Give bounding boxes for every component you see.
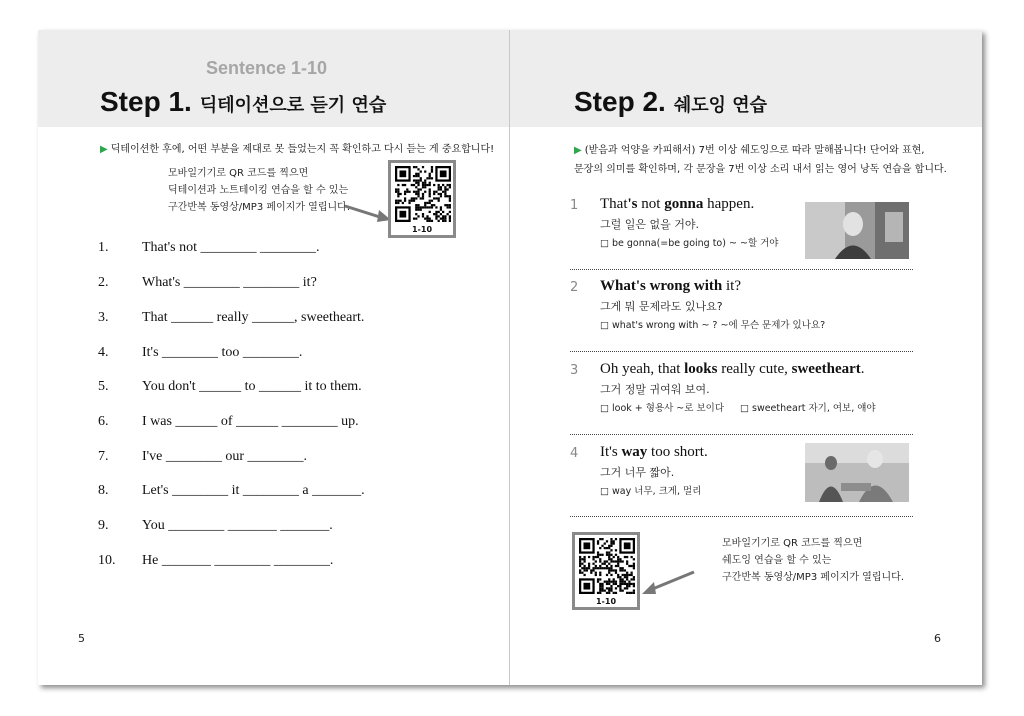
vocab-note: □ way 너무, 크게, 멀리: [600, 486, 702, 497]
item-text: Let's ________ it ________ a _______.: [142, 483, 365, 498]
qr-note-line: 쉐도잉 연습을 할 수 있는: [722, 555, 832, 566]
qr-note: [168, 165, 350, 216]
item-text: That ______ really ______, sweetheart.: [142, 310, 365, 325]
step2-number: Step 2.: [574, 86, 666, 117]
scene-photo-1: [805, 202, 909, 259]
key-expression: What's wrong with: [600, 278, 723, 294]
right-page: [510, 30, 982, 685]
item-divider: [570, 516, 913, 517]
item-number: 2.: [98, 275, 109, 290]
english-sentence: [600, 196, 754, 213]
korean-translation: 그럴 일은 없을 거야.: [600, 218, 699, 231]
page-number-left: 5: [78, 632, 85, 645]
sentence-range-subtitle: Sentence 1-10: [206, 58, 328, 78]
instruction-text: (받음과 억양을 카피해서) 7번 이상 쉐도잉으로 따라 말해봅니다! 단어와 표현,: [584, 145, 925, 156]
instruction-text: 딕테이션한 후에, 어떤 부분을 제대로 못 들었는지 꼭 확인하고 다시 듣는 게 중요합니다!: [110, 144, 495, 155]
qr-note-line: 구간반복 동영상/MP3 페이지가 열립니다.: [722, 572, 905, 583]
sentence-text: Oh yeah, that: [600, 361, 685, 377]
item-number: 2: [570, 280, 579, 295]
item-divider: [570, 351, 913, 352]
step1-number: Step 1.: [100, 86, 192, 117]
key-expression: way: [621, 444, 648, 460]
english-sentence: [600, 278, 741, 295]
item-number: 4: [570, 446, 579, 461]
step2-title-korean: 쉐도잉 연습: [673, 95, 768, 116]
qr-label: 1-10: [411, 225, 433, 234]
item-divider: [570, 269, 913, 270]
sentence-text: That: [600, 196, 628, 212]
item-number: 10.: [98, 553, 116, 568]
scene-photo-4: [805, 443, 909, 502]
qr-code-shadowing[interactable]: [572, 532, 640, 610]
step2-title: [574, 86, 767, 118]
korean-translation: 그거 정말 귀여워 보여.: [600, 383, 710, 396]
qr-note-line: 모바일기기로 QR 코드를 찍으면: [168, 168, 309, 179]
korean-translation: 그거 너무 짧아.: [600, 466, 675, 479]
item-number: 1: [570, 198, 579, 213]
item-text: I was ______ of ______ ________ up.: [142, 414, 359, 429]
key-expression: looks: [684, 361, 718, 377]
item-text: It's ________ too ________.: [142, 345, 303, 360]
sentence-text: It's: [600, 444, 622, 460]
item-number: 7.: [98, 449, 109, 464]
step1-title: [100, 86, 386, 118]
qr-note-line: 구간반복 동영상/MP3 페이지가 열립니다.: [168, 202, 351, 213]
instruction-text: 문장의 의미를 확인하며, 각 문장을 7번 이상 소리 내서 읽는 영어 낭독 연습을 합니다.: [574, 164, 947, 175]
english-sentence: [600, 444, 708, 461]
sentence-text: really cute,: [717, 361, 792, 377]
movie-still-image: [805, 202, 909, 259]
english-sentence: [600, 361, 865, 378]
vocab-notes: [600, 400, 892, 414]
shadowing-instruction: [574, 141, 947, 179]
item-number: 6.: [98, 414, 109, 429]
dictation-instruction: [100, 140, 494, 155]
movie-still-image: [805, 443, 909, 502]
arrow-to-qr-icon: [343, 200, 393, 224]
item-text: I've ________ our ________.: [142, 449, 308, 464]
play-triangle-icon: ▶: [100, 144, 108, 155]
vocab-notes: [600, 235, 794, 249]
qr-note: [722, 535, 904, 586]
vocab-note: □ be gonna(=be going to) ~ ~할 거야: [600, 238, 779, 249]
item-text: You ________ _______ _______.: [142, 518, 333, 533]
step1-title-korean: 딕테이션으로 듣기 연습: [199, 95, 387, 116]
qr-code-icon: [395, 166, 451, 222]
key-expression: sweetheart: [791, 361, 861, 377]
item-number: 9.: [98, 518, 109, 533]
book-spread: [38, 30, 982, 685]
qr-label: 1-10: [595, 597, 617, 606]
vocab-notes: [600, 317, 841, 331]
left-page-header: [38, 30, 509, 127]
sentence-text: it?: [722, 278, 741, 294]
item-number: 8.: [98, 483, 109, 498]
qr-code-icon: [579, 538, 635, 594]
sentence-text: not: [637, 196, 665, 212]
right-page-header: [510, 30, 982, 127]
sentence-text: .: [860, 361, 865, 377]
sentence-text: too short.: [647, 444, 708, 460]
item-divider: [570, 434, 913, 435]
key-expression: gonna: [664, 196, 704, 212]
key-expression: 's: [627, 196, 638, 212]
item-number: 1.: [98, 240, 109, 255]
korean-translation: 그게 뭐 문제라도 있나요?: [600, 300, 723, 313]
vocab-note: □ what's wrong with ~ ? ~에 무슨 문제가 있나요?: [600, 320, 826, 331]
left-page: [38, 30, 510, 685]
shadowing-item-2: [570, 278, 915, 348]
shadowing-item-3: [570, 361, 915, 431]
item-number: 3.: [98, 310, 109, 325]
item-number: 3: [570, 363, 579, 378]
item-text: You don't ______ to ______ it to them.: [142, 379, 362, 394]
item-number: 4.: [98, 345, 109, 360]
vocab-note: □ sweetheart 자기, 여보, 얘야: [740, 403, 876, 414]
sentence-text: happen.: [703, 196, 755, 212]
item-text: He _______ ________ ________.: [142, 553, 334, 568]
arrow-to-qr-icon: [638, 568, 698, 598]
item-number: 5.: [98, 379, 109, 394]
qr-code-dictation[interactable]: [388, 160, 456, 238]
page-number-right: 6: [934, 632, 941, 645]
item-text: What's ________ ________ it?: [142, 275, 317, 290]
play-triangle-icon: ▶: [574, 145, 582, 156]
qr-note-line: 딕테이션과 노트테이킹 연습을 할 수 있는: [168, 185, 349, 196]
qr-note-line: 모바일기기로 QR 코드를 찍으면: [722, 538, 863, 549]
vocab-notes: [600, 483, 717, 497]
item-text: That's not ________ ________.: [142, 240, 320, 255]
vocab-note: □ look + 형용사 ~로 보이다: [600, 403, 724, 414]
